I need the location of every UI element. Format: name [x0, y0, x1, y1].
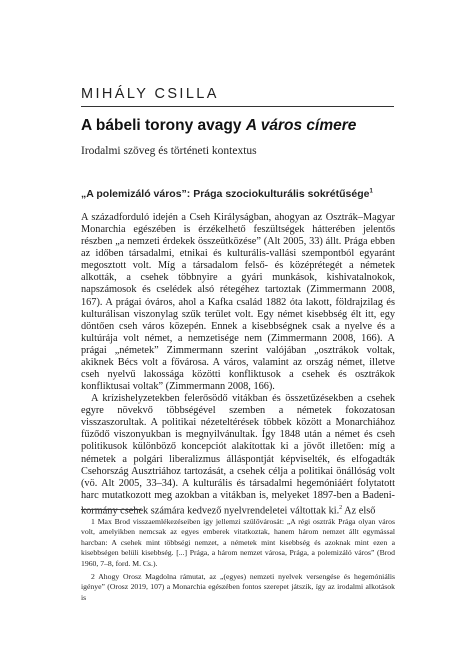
footnote-ref-1: 1 — [369, 188, 373, 195]
paragraph-2 — [81, 393, 395, 517]
footnote-ref-2: 2 — [339, 504, 343, 511]
paragraph-2-tail: Az első — [342, 505, 376, 517]
paragraph-1: A századforduló idején a Cseh Királyságban, ahogyan az Osztrák–Magyar Monarchia egészében is érzékelhető feszültségek hátterében jelentős részben „a nemzeti érdekek összeütközése” (Alt 2005, 33) állt. Prága ebben az időben társadalmi, etnikai és kulturális-vallási szempontból egyaránt megosztott volt. Míg a társadalom felső- és középrétegét a németek alkották, a csehek többnyire a gyári munkások, kishivatalnokok, napszámosok és cselédek alsó rétegéhez tartoztak (Zimmermann 2008, 167). A prágai óváros, ahol a Kafka család 1882 óta lakott, földrajzilag és kulturálisan viszonylag szűk terület volt. Egy német kisebbség élt itt, egy döntően cseh város közepén. Ennek a kisebbségnek csak a nyelve és a kultúrája volt német, a nemzetisége nem (Zimmermann 2008, 166). A prágai „németek” Zimmermann szerint valójában „osztrákok voltak, akiknek Bécs volt a fővárosa. A város, valamint az ország német, illetve cseh nyelvű lakossága közötti konfliktusok a csehek és osztrákok konfliktusai voltak” (Zimmermann 2008, 166). — [81, 212, 395, 393]
paragraph-2-text: A krízishelyzetekben felerősödő vitákban és összetűzésekben a csehek egyre növekvő többségével szemben a németek fokozatosan visszaszorultak. A politikai nézeteltérések többek között a Monarchiához fűződő viszonyukban is megnyilvánultak. Így 1848 után a német és cseh politikusok különböző koncepciót alakítottak ki a jövőt illetően: míg a németek a polgári liberalizmus álláspontját képviselték, és elfogadták Csehország Ausztriához tartozását, a csehek célja a politikai önállóság volt (vö. Alt 2005, 33–34). A kulturális és társadalmi hegemóniáért folytatott harc mutatkozott meg azokban a vitákban is, melyeket 1897-ben a Badeni-kormány csehek számára kedvező nyelvrendeletei váltottak ki. — [81, 393, 395, 517]
author-name: MIHÁLY CSILLA — [81, 86, 219, 102]
footnote-1: 1 Max Brod visszaemlékezéseiben így jellemzi szülővárosát: „A régi osztrák Prága olyan város volt, amelyikben nemcsak az egyes emberek vitatkoztak, hanem három nemzet állt egymással harcban: A csehek mint többségi nemzet, a németek mint kisebbség és azoknak mint ezen a kisebbségen belüli kisebbség. [...] Prága, a három nemzet városa, Prága, a polemizáló város” (Brod 1960, 7–8, ford. M. Cs.). — [81, 517, 395, 568]
footnotes — [81, 517, 395, 606]
header-rule — [81, 106, 394, 107]
footnote-rule — [81, 509, 141, 510]
section-heading — [81, 188, 373, 200]
section-heading-text: „A polemizáló város”: Prága szociokulturális sokrétűsége — [81, 188, 370, 200]
body-text — [81, 212, 395, 517]
title-main: A bábeli torony avagy — [81, 117, 246, 134]
title-italic: A város címere — [245, 117, 357, 134]
footnote-2: 2 Ahogy Orosz Magdolna rámutat, az „(egyes) nemzeti nyelvek versengése és hegemóniális igénye” (Orosz 2019, 107) a Monarchia egészében fontos szerepet játszik, így az irodalmi alkotások is — [81, 572, 395, 602]
chapter-title — [81, 117, 356, 135]
chapter-subtitle: Irodalmi szöveg és történeti kontextus — [81, 145, 257, 157]
